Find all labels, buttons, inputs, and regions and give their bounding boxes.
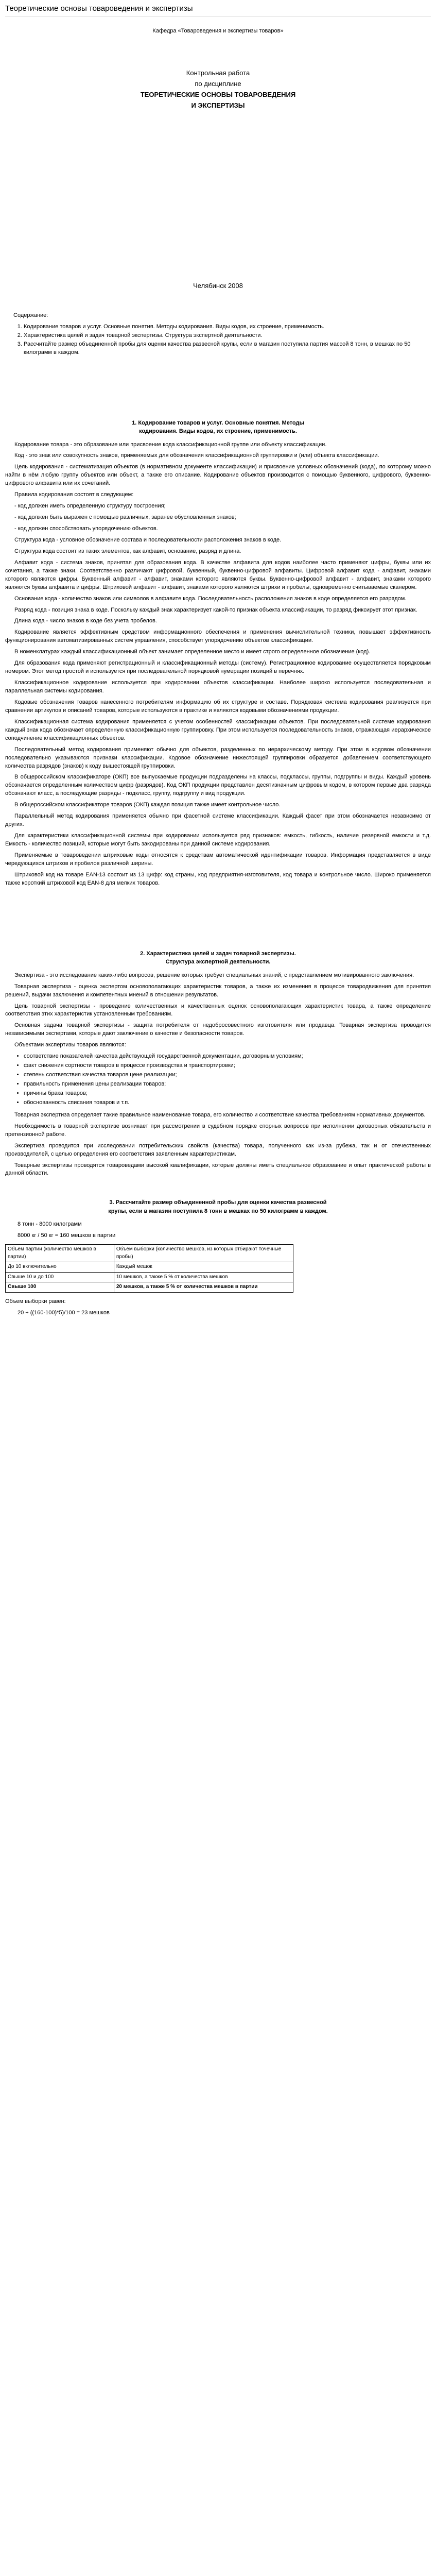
- work-title-line-2: И ЭКСПЕРТИЗЫ: [191, 101, 245, 110]
- paragraph: Товарная экспертиза - оценка экспертом основополагающих характеристик товаров, а также их изменения в процессе товародвижения для принятия решений, выдачи заключения и компетентных мнений в отношении результатов.: [5, 983, 431, 998]
- given-line-2: 8000 кг / 50 кг = 160 мешков в партии: [18, 1232, 116, 1239]
- list-item: • степень соответствия качества товаров цене реализации;: [24, 1071, 431, 1079]
- table-cell: Объем партии (количество мешков в партии): [6, 1245, 114, 1262]
- paragraph: Классификационная система кодирования применяется с учетом особенностей классификации объектов. При последовательной системе кодирования каждый знак кода обозначает определенную классификационную группировку. При этом используется последовательность знаков, отражающая иерархическое соподчинение классификационных объектов.: [5, 718, 431, 741]
- section-2-body: [5, 972, 431, 1050]
- paragraph: Структура кода - условное обозначение состава и последовательности расположения знаков в коде.: [14, 536, 282, 543]
- city-year: Челябинск 2008: [193, 281, 243, 290]
- toc-list: [13, 323, 431, 357]
- paragraph: Необходимость в товарной экспертизе возникает при рассмотрении в судебном порядке спорных вопросов при исполнении договорных обязательств и претензионной работе.: [5, 1123, 431, 1138]
- title-page: [5, 27, 431, 291]
- toc-heading: Содержание:: [13, 312, 48, 318]
- work-title: [5, 90, 431, 111]
- section-1-heading-line-1: 1. Кодирование товаров и услуг. Основные понятия. Методы: [132, 419, 304, 426]
- section-1-heading-line-2: кодирования. Виды кодов, их строение, применимость.: [139, 428, 297, 434]
- paragraph: Применяемые в товароведении штриховые коды относятся к средствам автоматической идентификации товаров. Информация представляется в виде чередующихся штрихов и пробелов различной ширины.: [5, 852, 431, 867]
- table-of-contents: [5, 312, 431, 357]
- paragraph: В общероссийском классификаторе товаров (ОКП) каждая позиция также имеет контрольное число.: [14, 802, 281, 808]
- work-title-line-1: ТЕОРЕТИЧЕСКИЕ ОСНОВЫ ТОВАРОВЕДЕНИЯ: [140, 91, 296, 99]
- toc-item: 1. Кодирование товаров и услуг. Основные понятия. Методы кодирования. Виды кодов, их строение, применимость.: [24, 323, 431, 331]
- toc-item: 3. Рассчитайте размер объединенной пробы для оценки качества развесной крупы, если в магазин поступила партия массой 8 тонн, в мешках по 50 килограмм в каждом.: [24, 341, 431, 357]
- paragraph: - код должен быть выражен с помощью различных, заранее обусловленных знаков;: [14, 514, 236, 521]
- paragraph: В номенклатурах каждый классификационный объект занимает определенное место и имеет строго определенное обозначение (код).: [14, 649, 371, 655]
- section-3-heading-line-1: 3. Рассчитайте размер объединенной пробы для оценки качества развесной: [109, 1199, 327, 1206]
- work-kind: Контрольная работа: [186, 69, 250, 77]
- paragraph: Товарная экспертиза определяет такие правильное наименование товара, его количество и соответствие качества требованиям нормативных документов.: [14, 1111, 426, 1118]
- section-2: [5, 950, 431, 1178]
- table-cell: Объем выборки (количество мешков, из которых отбирают точечные пробы): [114, 1245, 293, 1262]
- paragraph: Основание кода - количество знаков или символов в алфавите кода. Последовательность расположения знаков в коде определяется его разрядом.: [14, 595, 407, 602]
- paragraph: Параллельный метод кодирования применяется обычно при фасетной системе классификации. Каждый фасет при этом обозначается независимо от других.: [5, 813, 431, 828]
- paragraph: Цель товарной экспертизы - проведение количественных и качественных оценок основополагающих характеристик товара, а также определение соответствия этих характеристик установленным требованиям.: [5, 1003, 431, 1018]
- section-2-heading-line-1: 2. Характеристика целей и задач товарной экспертизы.: [140, 950, 296, 957]
- paragraph: Товарные экспертизы проводятся товароведами высокой квалификации, которые должны иметь специальное образование и опыт практической работы в данной области.: [5, 1162, 431, 1177]
- section-2-heading-line-2: Структура экспертной деятельности.: [165, 959, 271, 965]
- paragraph: Кодовые обозначения товаров нанесенного потребителям информацию об их структуре и составе. Порядковая система кодирования реализуется при сравнении артикулов и описаний товаров, которые используются в практике и являются кодовыми обозначениями продукции.: [5, 699, 431, 714]
- sample-formula: 20 + ((160-100)*5)/100 = 23 мешков: [18, 1309, 110, 1316]
- paragraph: Правила кодирования состоят в следующем:: [14, 492, 134, 498]
- document-page: [0, 3, 436, 1317]
- paragraph: В общероссийском классификаторе (ОКП) все выпускаемые продукции подразделены на классы, подклассы, группы, подгруппы и виды. Каждый уровень обозначается определенным количеством цифр (разрядов). Код ОКП продукции представлен десятизначным цифровым кодом, в котором первые два разряда обозначают класс, а последующие разряды - подкласс, группу, подгруппу и вид продукции.: [5, 774, 431, 797]
- list-item: • соответствие показателей качества действующей государственной документации, договорным условиям;: [24, 1053, 431, 1061]
- section-3-heading: [5, 1198, 431, 1215]
- table-cell: Каждый мешок: [114, 1262, 293, 1273]
- expertise-objects-list: [5, 1053, 431, 1107]
- paragraph: Алфавит кода - система знаков, принятая для образования кода. В качестве алфавита для кодов наиболее часто применяют цифры, буквы или их сочетания, а также знаки. Соответственно различают цифровой, буквенный, буквенно-цифровой алфавиты. Цифровой алфавит кода - алфавит, знаками которого являются цифры. Буквенный алфавит - алфавит, знаками которого являются буквы. Буквенно-цифровой алфавит - алфавит, знаками которого являются буквы алфавита и цифры. Штриховой алфавит - алфавит, знаками которого являются штрихи и пробелы, одновременно считываемые сканером.: [5, 559, 431, 590]
- paragraph: Длина кода - число знаков в коде без учета пробелов.: [14, 618, 157, 624]
- list-item: • правильность применения цены реализации товаров;: [24, 1080, 431, 1089]
- paragraph: Объектами экспертизы товаров являются:: [14, 1042, 126, 1048]
- section-3: [5, 1198, 431, 1317]
- paragraph: Экспертиза проводится при исследовании потребительских свойств (качества) товара, полученного как из-за рубежа, так и от отечественных производителей, с целью определения его соответствия заявленным характеристикам.: [5, 1142, 431, 1157]
- paragraph: Структура кода состоит из таких элементов, как алфавит, основание, разряд и длина.: [14, 548, 241, 554]
- paragraph: Основная задача товарной экспертизы - защита потребителя от недобросовестного изготовителя или продавца. Товарная экспертиза проводится независимыми экспертами, которые дают заключение о качестве и безопасности товаров.: [5, 1022, 431, 1037]
- list-item: • обоснованность списания товаров и т.п.: [24, 1099, 431, 1107]
- table-row: [6, 1282, 293, 1293]
- department-line: Кафедра «Товароведения и экспертизы товаров»: [152, 27, 284, 34]
- list-item: • факт снижения сортности товаров в процессе производства и транспортировки;: [24, 1062, 431, 1070]
- table-cell: 10 мешков, а также 5 % от количества мешков: [114, 1272, 293, 1282]
- table-row: [6, 1272, 293, 1282]
- table-cell: Свыше 10 и до 100: [6, 1272, 114, 1282]
- table-cell: 20 мешков, а также 5 % от количества мешков в партии: [114, 1282, 293, 1293]
- sample-size-table: [5, 1244, 293, 1293]
- paragraph: Экспертиза - это исследование каких-либо вопросов, решение которых требует специальных знаний, с представлением мотивированного заключения.: [14, 972, 414, 978]
- given-line-1: 8 тонн - 8000 килограмм: [18, 1221, 82, 1228]
- section-3-heading-line-2: крупы, если в магазин поступила 8 тонн в мешках по 50 килограмм в каждом.: [108, 1208, 328, 1214]
- paragraph: Кодирование товара - это образование или присвоение кода классификационной группе или объекту классификации.: [14, 441, 327, 448]
- discipline-line: по дисциплине: [195, 79, 241, 88]
- paragraph: Штриховой код на товаре EAN-13 состоит из 13 цифр: код страны, код предприятия-изготовителя, код товара и контрольное число. Широко применяется также короткий штриховой код EAN-8 для мелких товаров.: [5, 871, 431, 886]
- document-title: Теоретические основы товароведения и экспертизы: [5, 3, 431, 17]
- paragraph: Разряд кода - позиция знака в коде. Поскольку каждый знак характеризует какой-то признак объекта классификации, то разряд фиксирует этот признак.: [14, 606, 417, 613]
- paragraph: Последовательный метод кодирования применяют обычно для объектов, разделенных по иерархическому методу. При этом в кодовом обозначении последовательно указываются признаки классификации. Кодовое обозначение нижестоящей группировки образуется добавлением соответствующего количества разрядов (знаков) к коду вышестоящей группировки.: [5, 746, 431, 769]
- section-1-heading: [5, 419, 431, 436]
- table-row: [6, 1245, 293, 1262]
- section-1: [5, 419, 431, 888]
- sample-label: Объем выборки равен:: [5, 1298, 66, 1304]
- table-cell: Свыше 100: [6, 1282, 114, 1293]
- paragraph: - код должен способствовать упорядочению объектов.: [14, 526, 158, 532]
- paragraph: Код - это знак или совокупность знаков, применяемых для обозначения классификационной группировки и (или) объекта классификации.: [14, 452, 379, 459]
- paragraph: Классификационное кодирование используется при кодировании объектов классификации. Наиболее широко используется последовательная и параллельная системы кодирования.: [5, 680, 431, 694]
- section-1-body: [5, 441, 431, 888]
- paragraph: Для характеристики классификационной системы при кодировании используется ряд признаков: емкость, гибкость, наличие резервной емкости и т.д. Емкость - количество позиций, которые могут быть закодированы при данной системе кодирования.: [5, 833, 431, 847]
- toc-item: 2. Характеристика целей и задач товарной экспертизы. Структура экспертной деятельности.: [24, 332, 431, 340]
- paragraph: Для образования кода применяют регистрационный и классификационный методы (систему). Регистрационное кодирование осуществляется порядковым номером. Этот метод простой и используется при последовательной порядковой нумерации позиций в перечнях.: [5, 660, 431, 675]
- table-cell: До 10 включительно: [6, 1262, 114, 1273]
- section-2-body-continued: [5, 1111, 431, 1178]
- table-row: [6, 1262, 293, 1273]
- paragraph: Цель кодирования - систематизация объектов (в нормативном документе классификации) и присвоение условных обозначений (кода), по которому можно найти в нём любую группу объектов или объект, а также его описание. Кодирование объектов производится с помощью буквенного, цифрового, буквенно-цифрового алфавита или их сочетаний.: [5, 464, 431, 487]
- paragraph: - код должен иметь определенную структуру построения;: [14, 503, 166, 510]
- section-2-heading: [5, 950, 431, 967]
- paragraph: Кодирование является эффективным средством информационного обеспечения и применения вычислительной техники, повышает эффективность функционирования автоматизированных систем управления, способствует упорядочению объектов классификации.: [5, 629, 431, 644]
- list-item: • причины брака товаров;: [24, 1090, 431, 1098]
